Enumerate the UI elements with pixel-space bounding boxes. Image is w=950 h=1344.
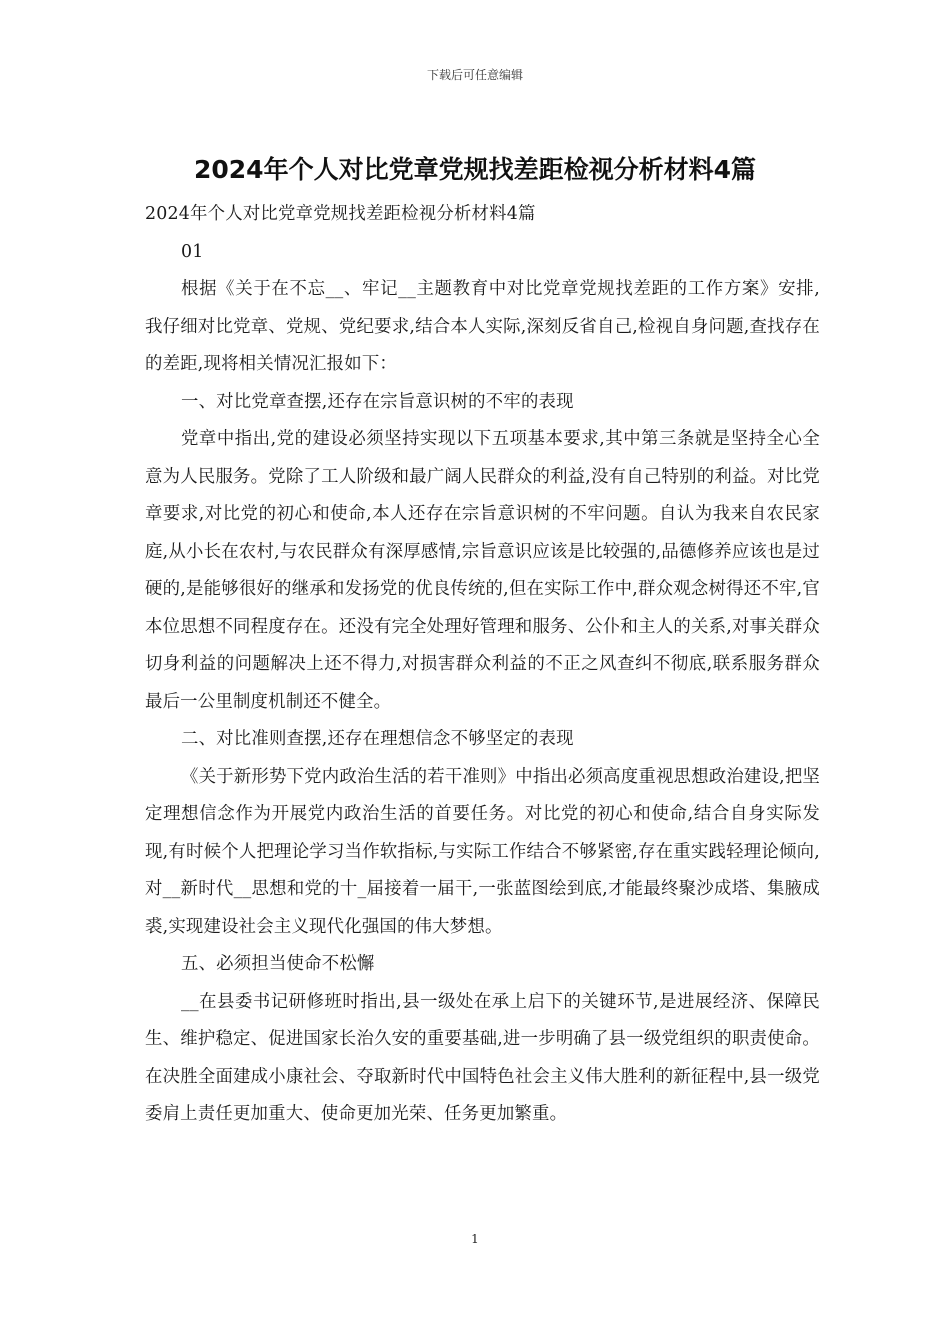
section-heading-2: 二、对比准则查摆,还存在理想信念不够坚定的表现: [181, 729, 574, 749]
paragraph-section-5: __在县委书记研修班时指出,县一级处在承上启下的关键环节,是进展经济、保障民生、维护稳定、促进国家长治久安的重要基础,进一步明确了县一级党组织的职责使命。在决胜全面建成小康社会、夺取新时代中国特色社会主义伟大胜利的新征程中,县一级党委肩上责任更加重大、使命更加光荣、任务更加繁重。: [145, 991, 820, 1124]
section-heading-5: 五、必须担当使命不松懈: [181, 954, 375, 974]
section-heading-1: 一、对比党章查摆,还存在宗旨意识树的不牢的表现: [181, 391, 574, 412]
document-title: 2024年个人对比党章党规找差距检视分析材料4篇: [194, 155, 756, 184]
paragraph-number: 01: [181, 241, 204, 262]
paragraph-section-1: 党章中指出,党的建设必须坚持实现以下五项基本要求,其中第三条就是坚持全心全意为人民服务。党除了工人阶级和最广阔人民群众的利益,没有自己特别的利益。对比党章要求,对比党的初心和使命,本人还存在宗旨意识树的不牢问题。自认为我来自农民家庭,从小长在农村,与农民群众有深厚感情,宗旨意识应该是比较强的,品德修养应该也是过硬的,是能够很好的继承和发扬党的优良传统的,但在实际工作中,群众观念树得还不牢,官本位思想不同程度存在。还没有完全处理好管理和服务、公仆和主人的关系,对事关群众切身利益的问题解决上还不得力,对损害群众利益的不正之风查纠不彻底,联系服务群众最后一公里制度机制还不健全。: [145, 429, 820, 712]
page-number: 1: [471, 1232, 479, 1246]
document-body: [145, 196, 820, 1134]
paragraph-subtitle: 2024年个人对比党章党规找差距检视分析材料4篇: [145, 204, 536, 224]
paragraph-intro: 根据《关于在不忘__、牢记__主题教育中对比党章党规找差距的工作方案》安排,我仔细对比党章、党规、党纪要求,结合本人实际,深刻反省自己,检视自身问题,查找存在的差距,现将相关情况汇报如下：: [145, 279, 820, 374]
page-header: 下载后可任意编辑: [426, 68, 523, 82]
paragraph-section-2: 《关于新形势下党内政治生活的若干准则》中指出必须高度重视思想政治建设,把坚定理想信念作为开展党内政治生活的首要任务。对比党的初心和使命,结合自身实际发现,有时候个人把理论学习当作软指标,与实际工作结合不够紧密,存在重实践轻理论倾向,对__新时代__思想和党的十_届接着一届干,一张蓝图绘到底,才能最终聚沙成塔、集腋成裘,实现建设社会主义现代化强国的伟大梦想。: [145, 766, 820, 937]
